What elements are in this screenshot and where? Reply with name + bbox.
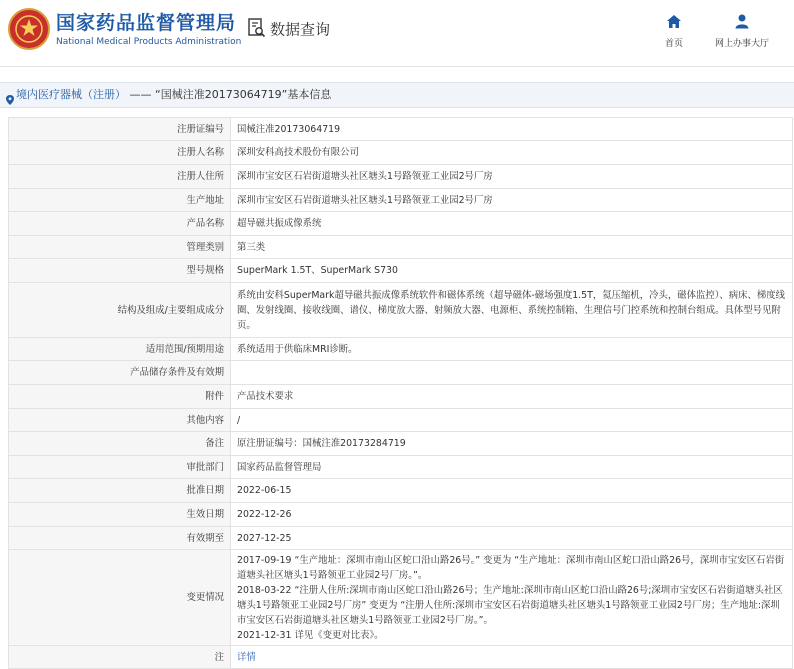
field-value-cell xyxy=(231,646,793,669)
data-query-title xyxy=(248,18,330,42)
field-value: 产品技术要求 xyxy=(231,385,793,409)
registration-info-table xyxy=(8,117,793,669)
table-row xyxy=(9,385,793,409)
table-row xyxy=(9,432,793,456)
location-pin-icon xyxy=(6,90,14,100)
table-row xyxy=(9,361,793,385)
nav-online-office[interactable] xyxy=(712,14,772,49)
field-label: 有效期至 xyxy=(9,527,231,550)
field-label: 附件 xyxy=(9,385,231,409)
table-row xyxy=(9,409,793,432)
breadcrumb-separator: —— xyxy=(129,88,152,101)
field-value: 国家药品监督管理局 xyxy=(231,456,793,479)
table-row xyxy=(9,646,793,669)
table-row xyxy=(9,212,793,236)
table-row xyxy=(9,189,793,212)
change-entry: 2021-12-31 详见《变更对比表》。 xyxy=(237,629,384,641)
field-label: 适用范围/预期用途 xyxy=(9,338,231,361)
field-value: SuperMark 1.5T、SuperMark S730 xyxy=(231,259,793,283)
document-search-icon xyxy=(248,18,266,42)
table-row xyxy=(9,141,793,165)
table-row xyxy=(9,503,793,527)
nav-online-office-label: 网上办事大厅 xyxy=(714,39,769,49)
breadcrumb-title: “国械注准20173064719”基本信息 xyxy=(155,88,332,101)
field-label: 审批部门 xyxy=(9,456,231,479)
home-icon xyxy=(661,14,687,32)
field-label: 注 xyxy=(9,646,231,669)
change-entry: 2017-09-19 “生产地址：深圳市南山区蛇口沿山路26号。” 变更为 “生产地址：深圳市南山区蛇口沿山路26号，深圳市宝安区石岩街道塘头社区塘头1号路领亚工业园2号厂房。”。 xyxy=(237,554,785,581)
table-row xyxy=(9,259,793,283)
field-value: 系统由安科SuperMark超导磁共振成像系统软件和磁体系统（超导磁体-磁场强度1.5T，氦压缩机，冷头，磁体监控）、病床、梯度线圈、发射线圈、接收线圈、谱仪、梯度放大器、射频放大器、电源柜、系统控制箱、生理信号门控系统和控制台组成。具体型号见附页。 xyxy=(231,283,793,338)
table-row xyxy=(9,550,793,646)
field-value: / xyxy=(231,409,793,432)
field-label: 生产地址 xyxy=(9,189,231,212)
field-value: 深圳安科高技术股份有限公司 xyxy=(231,141,793,165)
table-row xyxy=(9,338,793,361)
table-row xyxy=(9,479,793,503)
org-name-cn: 国家药品监督管理局 xyxy=(56,12,237,34)
field-label: 型号规格 xyxy=(9,259,231,283)
field-value xyxy=(231,361,793,385)
field-value: 系统适用于供临床MRI诊断。 xyxy=(231,338,793,361)
table-row xyxy=(9,236,793,259)
field-value: 2022-12-26 xyxy=(231,503,793,527)
change-history xyxy=(231,550,793,646)
field-label: 备注 xyxy=(9,432,231,456)
field-value: 2027-12-25 xyxy=(231,527,793,550)
details-link[interactable]: 详情 xyxy=(237,651,256,663)
field-value: 2022-06-15 xyxy=(231,479,793,503)
field-label: 产品储存条件及有效期 xyxy=(9,361,231,385)
field-label: 注册证编号 xyxy=(9,118,231,141)
field-value: 超导磁共振成像系统 xyxy=(231,212,793,236)
table-row xyxy=(9,165,793,189)
breadcrumb-section-link[interactable]: 境内医疗器械（注册） xyxy=(16,88,126,101)
change-entry: 2018-03-22 “注册人住所:深圳市南山区蛇口沿山路26号；生产地址:深圳市南山区蛇口沿山路26号;深圳市宝安区石岩街道塘头社区塘头1号路领亚工业园2号厂房” 变更为 “注册人住所:深圳市宝安区石岩街道塘头社区塘头1号路领亚工业园2号厂房；生产地址:深圳市宝安区石岩街道塘头社区塘头1号路领亚工业园2号厂房。”。 xyxy=(237,584,783,626)
field-label: 生效日期 xyxy=(9,503,231,527)
field-label: 管理类别 xyxy=(9,236,231,259)
field-value: 第三类 xyxy=(231,236,793,259)
org-name-en: National Medical Products Administration xyxy=(56,37,242,47)
data-query-label: 数据查询 xyxy=(270,20,331,39)
nav-home[interactable] xyxy=(661,14,687,49)
site-header xyxy=(0,0,794,67)
table-row xyxy=(9,118,793,141)
table-row xyxy=(9,527,793,550)
table-row xyxy=(9,283,793,338)
field-value: 原注册证编号：国械注准20173284719 xyxy=(231,432,793,456)
field-label: 其他内容 xyxy=(9,409,231,432)
national-emblem-logo xyxy=(8,8,50,50)
field-label: 产品名称 xyxy=(9,212,231,236)
table-row xyxy=(9,456,793,479)
field-label: 注册人名称 xyxy=(9,141,231,165)
breadcrumb xyxy=(0,82,794,108)
field-label: 结构及组成/主要组成成分 xyxy=(9,283,231,338)
field-value: 深圳市宝安区石岩街道塘头社区塘头1号路领亚工业园2号厂房 xyxy=(231,165,793,189)
field-value: 深圳市宝安区石岩街道塘头社区塘头1号路领亚工业园2号厂房 xyxy=(231,189,793,212)
user-icon xyxy=(712,14,772,32)
field-label: 注册人住所 xyxy=(9,165,231,189)
field-label: 批准日期 xyxy=(9,479,231,503)
field-label: 变更情况 xyxy=(9,550,231,646)
nav-home-label: 首页 xyxy=(664,39,683,49)
field-value: 国械注准20173064719 xyxy=(231,118,793,141)
